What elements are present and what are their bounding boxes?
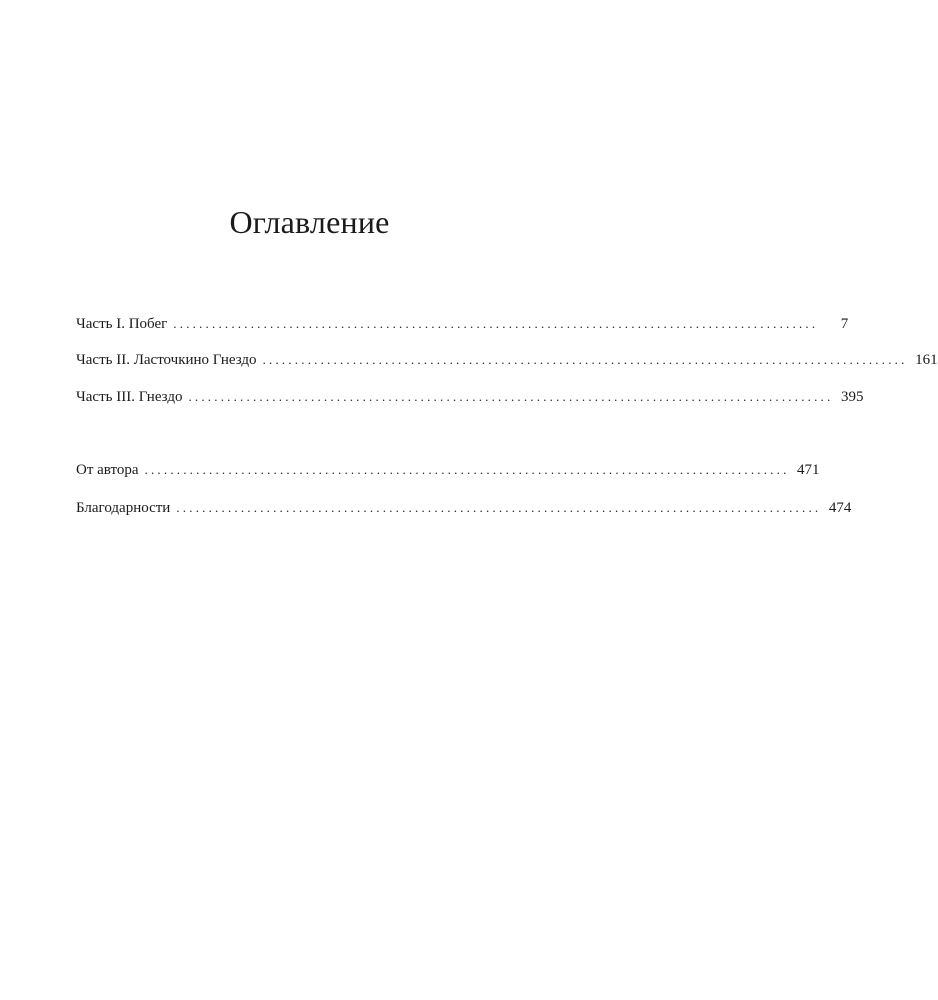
toc-entry-page-number: 471	[797, 462, 820, 478]
toc-entry-page-number: 7	[840, 316, 849, 332]
toc-entry-label: Благодарности	[76, 500, 171, 516]
toc-entry-label: Часть I. Побег	[76, 316, 168, 332]
toc-entry-label: Часть III. Гнездо	[76, 389, 183, 405]
toc-entry-part-2[interactable]	[76, 348, 938, 372]
toc-entry-page-number: 474	[828, 500, 852, 516]
toc-entry-acknowledgements[interactable]	[76, 496, 852, 520]
dot-leader: ....................................................................................................	[188, 389, 834, 404]
toc-entry-page-number: 395	[840, 389, 864, 405]
toc-entry-part-3[interactable]	[76, 385, 864, 409]
toc-entry-from-author[interactable]	[76, 458, 820, 482]
toc-entry-label: От автора	[76, 462, 139, 478]
dot-leader: ....................................................................................................	[262, 352, 908, 367]
toc-entry-part-1[interactable]	[76, 312, 849, 336]
toc-entry-label: Часть II. Ласточкино Гнездо	[76, 352, 257, 368]
dot-leader: ....................................................................................................	[144, 462, 790, 477]
dot-leader: ....................................................................................................	[173, 316, 819, 331]
page-title: Оглавление	[229, 204, 390, 240]
dot-leader: ....................................................................................................	[176, 500, 822, 515]
toc-entry-page-number: 161	[915, 352, 938, 368]
